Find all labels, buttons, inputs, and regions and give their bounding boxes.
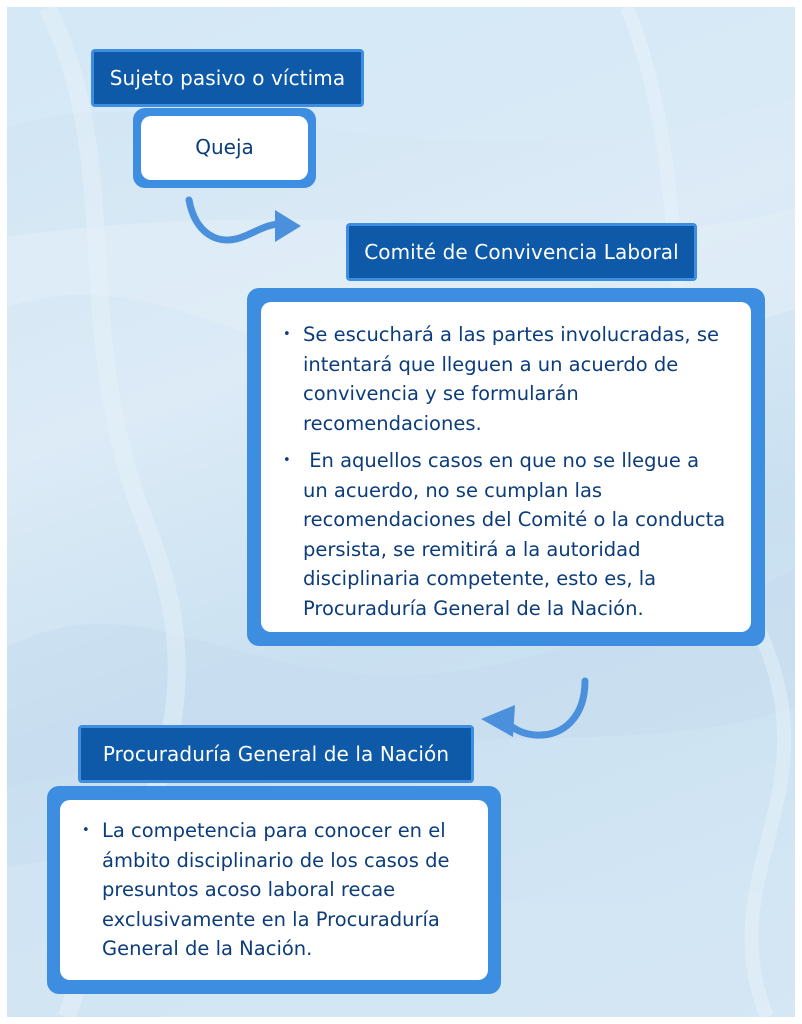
node-sujeto-pasivo-label: Sujeto pasivo o víctima <box>109 66 346 90</box>
node-procuraduria-detail <box>47 786 501 994</box>
list-item: • La competencia para conocer en el ámbito disciplinario de los casos de presuntos acoso laboral recae exclusivamente en la Procuraduría General de la Nación. <box>82 816 466 964</box>
node-procuraduria-label: Procuraduría General de la Nación <box>102 742 450 766</box>
node-queja <box>133 108 316 188</box>
list-item: • En aquellos casos en que no se llegue a un acuerdo, no se cumplan las recomendaciones del Comité o la conducta persista, se remitirá a la autoridad disciplinaria competente, esto es, la Procuraduría General de la Nación. <box>283 446 729 623</box>
node-procuraduria <box>78 725 474 783</box>
curved-arrow-icon <box>177 192 307 262</box>
procuraduria-detail-list <box>82 816 466 964</box>
node-sujeto-pasivo <box>91 49 364 107</box>
diagram-canvas <box>7 7 795 1017</box>
node-comite-detail <box>247 288 765 646</box>
node-comite-convivencia-label: Comité de Convivencia Laboral <box>364 240 679 264</box>
node-comite-convivencia <box>346 223 697 281</box>
node-queja-label: Queja <box>195 135 254 160</box>
curved-arrow-icon <box>475 675 595 755</box>
comite-detail-list <box>283 320 732 623</box>
list-item: • Se escuchará a las partes involucradas, se intentará que lleguen a un acuerdo de convivencia y se formularán recomendaciones. <box>283 320 729 438</box>
